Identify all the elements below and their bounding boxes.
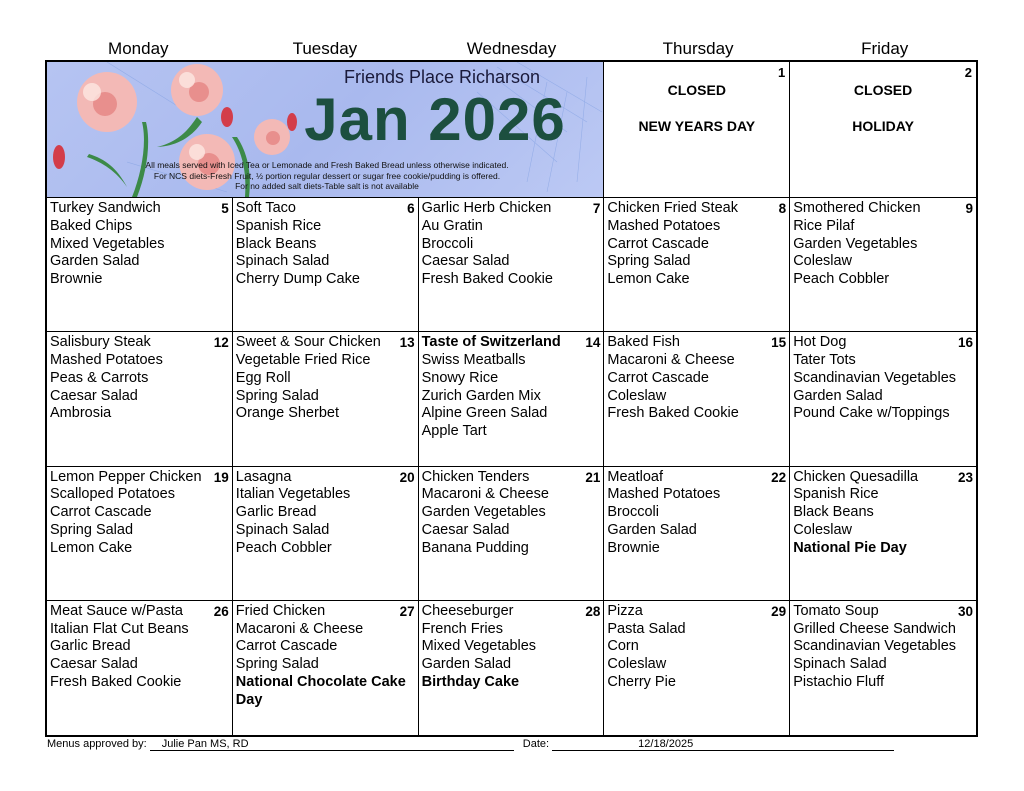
- month-banner: [47, 62, 604, 198]
- menu-item: Fresh Baked Cookie: [50, 673, 182, 690]
- menu-list: [419, 467, 604, 558]
- day-number: 22: [771, 469, 787, 485]
- menu-item: Sweet & Sour Chicken: [235, 334, 381, 351]
- menu-list: [47, 198, 232, 289]
- day-cell: [47, 332, 233, 466]
- menu-item: Egg Roll: [235, 369, 291, 386]
- menu-item: Spring Salad: [235, 656, 319, 673]
- menu-item: Caesar Salad: [421, 253, 510, 270]
- closed-reason: NEW YEARS DAY: [638, 118, 756, 134]
- menu-item: Salisbury Steak: [50, 334, 151, 351]
- menu-item: Meatloaf: [607, 468, 664, 485]
- day-number: 12: [213, 335, 229, 351]
- menu-list: [790, 467, 976, 558]
- menu-item: Italian Vegetables: [235, 486, 351, 503]
- menu-list: [790, 601, 976, 692]
- menu-item: Brownie: [607, 539, 660, 556]
- meal-note: All meals served with Iced Tea or Lemonade and Fresh Baked Bread unless otherwise indicated.: [145, 160, 509, 170]
- weekday-label: Friday: [861, 39, 909, 58]
- day-cell: [419, 467, 605, 601]
- day-cell: [604, 467, 790, 601]
- menu-item: Rice Pilaf: [793, 217, 855, 234]
- menu-item: Peas & Carrots: [50, 369, 149, 386]
- menu-item: Zurich Garden Mix: [421, 387, 541, 404]
- menu-item: Macaroni & Cheese: [607, 352, 735, 369]
- day-number: 7: [592, 201, 601, 216]
- menu-item: Carrot Cascade: [235, 638, 338, 655]
- menu-item: Garden Salad: [793, 387, 883, 404]
- menu-item: Spanish Rice: [793, 486, 879, 503]
- menu-item: Broccoli: [607, 504, 659, 521]
- day-number: 26: [213, 603, 229, 619]
- menu-item: Scandinavian Vegetables: [793, 638, 957, 655]
- menu-item: Swiss Meatballs: [421, 352, 526, 369]
- menu-item: Pound Cake w/Toppings: [793, 405, 950, 422]
- menu-item: Caesar Salad: [50, 656, 138, 673]
- menu-list: [419, 198, 604, 289]
- day-cell: [604, 601, 790, 735]
- menu-item: Chicken Quesadilla: [793, 468, 919, 485]
- approver-name: Julie Pan MS, RD: [150, 738, 514, 751]
- menu-item: National Chocolate Cake Day: [235, 673, 406, 708]
- menu-item: Black Beans: [235, 235, 317, 252]
- meal-notes: [47, 160, 604, 192]
- day-number: 29: [771, 603, 787, 619]
- menu-list: [233, 332, 418, 423]
- day-cell: [604, 198, 790, 332]
- menu-item: Coleslaw: [793, 521, 853, 538]
- menu-item: Black Beans: [793, 504, 874, 521]
- closed-label: CLOSED: [667, 82, 726, 98]
- menu-item: Pizza: [607, 602, 643, 619]
- day-number: 8: [778, 201, 787, 216]
- menu-list: [233, 198, 418, 289]
- menu-item: Coleslaw: [607, 656, 667, 673]
- menu-list: [47, 467, 232, 558]
- day-number: 5: [221, 201, 229, 216]
- menu-item: Mashed Potatoes: [50, 352, 163, 369]
- menu-item: Carrot Cascade: [50, 504, 152, 521]
- weekday-header: [45, 38, 978, 60]
- menu-item: Fresh Baked Cookie: [607, 405, 739, 422]
- menu-item: Scalloped Potatoes: [50, 486, 175, 503]
- month-title: Jan 2026: [304, 86, 566, 153]
- menu-item: Lasagna: [235, 468, 292, 485]
- menu-item: Macaroni & Cheese: [421, 486, 549, 503]
- day-cell: [790, 198, 976, 332]
- menu-item: Caesar Salad: [421, 521, 510, 538]
- day-cell: [419, 332, 605, 466]
- menu-item: Pistachio Fluff: [793, 673, 884, 690]
- menu-item: Banana Pudding: [421, 539, 529, 556]
- location-name: Friends Place Richarson: [343, 67, 541, 87]
- approval-footer: [47, 737, 927, 751]
- menu-item: Birthday Cake: [421, 673, 520, 690]
- menu-item: Baked Fish: [607, 334, 680, 351]
- menu-item: Spring Salad: [235, 387, 319, 404]
- day-cell: [790, 467, 976, 601]
- meal-note: For NCS diets-Fresh Fruit, ½ portion regular dessert or sugar free cookie/pudding is offered.: [153, 170, 501, 181]
- day-number: 9: [965, 201, 973, 216]
- menu-item: Peach Cobbler: [235, 539, 332, 556]
- date-label: Date:: [522, 738, 550, 750]
- weekday-label: Wednesday: [466, 39, 557, 58]
- menu-item: Spinach Salad: [793, 656, 887, 673]
- menu-item: Brownie: [50, 271, 103, 288]
- day-cell: [233, 601, 419, 735]
- menu-list: [419, 332, 604, 441]
- day-cell: [419, 601, 605, 735]
- approval-date: 12/18/2025: [552, 738, 894, 751]
- menu-item: Mixed Vegetables: [421, 638, 537, 655]
- menu-item: French Fries: [421, 620, 503, 637]
- day-number: 13: [399, 335, 415, 351]
- menu-item: Spring Salad: [50, 521, 134, 538]
- menu-item: Mixed Vegetables: [50, 235, 165, 252]
- weekday-label: Tuesday: [292, 39, 358, 58]
- menu-item: Au Gratin: [421, 217, 483, 234]
- day-number: 2: [964, 65, 972, 80]
- menu-item: Turkey Sandwich: [50, 200, 161, 216]
- day-number: 14: [585, 335, 601, 351]
- day-cell: [604, 332, 790, 466]
- day-cell: [790, 601, 976, 735]
- menu-item: Pasta Salad: [607, 620, 686, 637]
- day-cell: [47, 198, 233, 332]
- menu-item: Meat Sauce w/Pasta: [50, 602, 183, 619]
- menu-item: Broccoli: [421, 235, 474, 252]
- day-number: 27: [399, 603, 415, 619]
- closed-label: CLOSED: [853, 82, 913, 98]
- menu-item: Peach Cobbler: [793, 271, 890, 288]
- menu-item: Italian Flat Cut Beans: [50, 620, 189, 637]
- menu-item: Snowy Rice: [421, 369, 499, 386]
- menu-item: Lemon Cake: [50, 539, 133, 556]
- meal-note: For no added salt diets-Table salt is not available: [235, 181, 419, 191]
- menu-item: Cherry Dump Cake: [235, 271, 360, 288]
- day-number: 6: [407, 201, 415, 216]
- menu-item: Garden Salad: [50, 253, 140, 270]
- menu-item: Lemon Cake: [607, 271, 690, 288]
- menu-list: [419, 601, 604, 692]
- day-cell: [233, 467, 419, 601]
- menu-list: [47, 332, 232, 423]
- day-cell-closed: [604, 62, 790, 198]
- menu-item: Hot Dog: [793, 334, 847, 351]
- menu-item: Garlic Bread: [50, 638, 131, 655]
- day-number: 30: [957, 603, 973, 619]
- menu-item: Garden Salad: [607, 521, 697, 538]
- approved-by-label: Menus approved by:: [47, 738, 147, 750]
- menu-item: Cheeseburger: [421, 602, 514, 619]
- menu-item: Spinach Salad: [235, 521, 330, 538]
- menu-item: Fresh Baked Cookie: [421, 271, 553, 288]
- day-number: 28: [585, 603, 601, 619]
- menu-item: Coleslaw: [793, 253, 853, 270]
- menu-list: [604, 332, 789, 423]
- menu-item: Lemon Pepper Chicken: [50, 468, 202, 485]
- menu-item: Coleslaw: [607, 387, 667, 404]
- weekday-label: Thursday: [662, 39, 734, 58]
- menu-item: Taste of Switzerland: [421, 334, 561, 351]
- menu-list: [604, 467, 789, 558]
- day-number: 16: [957, 335, 973, 351]
- menu-item: Smothered Chicken: [793, 200, 921, 216]
- weekday-label: Monday: [108, 39, 169, 58]
- menu-item: Carrot Cascade: [607, 369, 709, 386]
- day-number: 19: [213, 469, 229, 485]
- menu-list: [604, 198, 789, 289]
- menu-list: [233, 467, 418, 558]
- menu-item: Spinach Salad: [235, 253, 330, 270]
- menu-item: Chicken Tenders: [421, 468, 530, 485]
- day-number: 21: [585, 469, 601, 485]
- menu-item: Soft Taco: [235, 200, 296, 216]
- menu-item: Scandinavian Vegetables: [793, 369, 957, 386]
- menu-item: Tomato Soup: [793, 602, 879, 619]
- menu-list: [47, 601, 232, 692]
- menu-item: Baked Chips: [50, 217, 133, 234]
- day-cell: [233, 332, 419, 466]
- menu-item: Vegetable Fried Rice: [235, 352, 371, 369]
- menu-list: [790, 198, 976, 289]
- menu-item: Grilled Cheese Sandwich: [793, 620, 956, 637]
- menu-item: Cherry Pie: [607, 673, 676, 690]
- menu-item: Chicken Fried Steak: [607, 200, 738, 216]
- menu-item: Ambrosia: [50, 405, 112, 422]
- day-number: 1: [777, 65, 786, 80]
- day-cell: [233, 198, 419, 332]
- day-cell: [419, 198, 605, 332]
- menu-item: Caesar Salad: [50, 387, 138, 404]
- menu-item: Macaroni & Cheese: [235, 620, 364, 637]
- day-cell: [790, 332, 976, 466]
- menu-list: [604, 601, 789, 692]
- menu-item: Garlic Bread: [235, 504, 317, 521]
- day-number: 15: [771, 335, 787, 351]
- menu-item: Mashed Potatoes: [607, 486, 721, 503]
- menu-list: [790, 332, 976, 423]
- menu-item: Alpine Green Salad: [421, 405, 548, 422]
- menu-item: Orange Sherbet: [235, 405, 339, 422]
- day-cell-closed: [790, 62, 976, 198]
- menu-item: Spring Salad: [607, 253, 691, 270]
- menu-list: [233, 601, 418, 710]
- menu-calendar-grid: [45, 60, 978, 737]
- day-cell: [47, 601, 233, 735]
- menu-item: Corn: [607, 638, 639, 655]
- menu-item: Garden Vegetables: [421, 504, 546, 521]
- menu-item: Spanish Rice: [235, 217, 322, 234]
- menu-item: Apple Tart: [421, 423, 487, 440]
- menu-item: Mashed Potatoes: [607, 217, 721, 234]
- menu-item: Garden Salad: [421, 656, 512, 673]
- day-number: 23: [957, 469, 973, 485]
- closed-reason: HOLIDAY: [852, 118, 914, 134]
- menu-item: Carrot Cascade: [607, 235, 709, 252]
- day-number: 20: [399, 469, 415, 485]
- menu-item: National Pie Day: [793, 539, 907, 556]
- menu-item: Tater Tots: [793, 352, 856, 369]
- menu-item: Garden Vegetables: [793, 235, 918, 252]
- menu-item: Fried Chicken: [235, 602, 326, 619]
- menu-item: Garlic Herb Chicken: [421, 200, 552, 216]
- day-cell: [47, 467, 233, 601]
